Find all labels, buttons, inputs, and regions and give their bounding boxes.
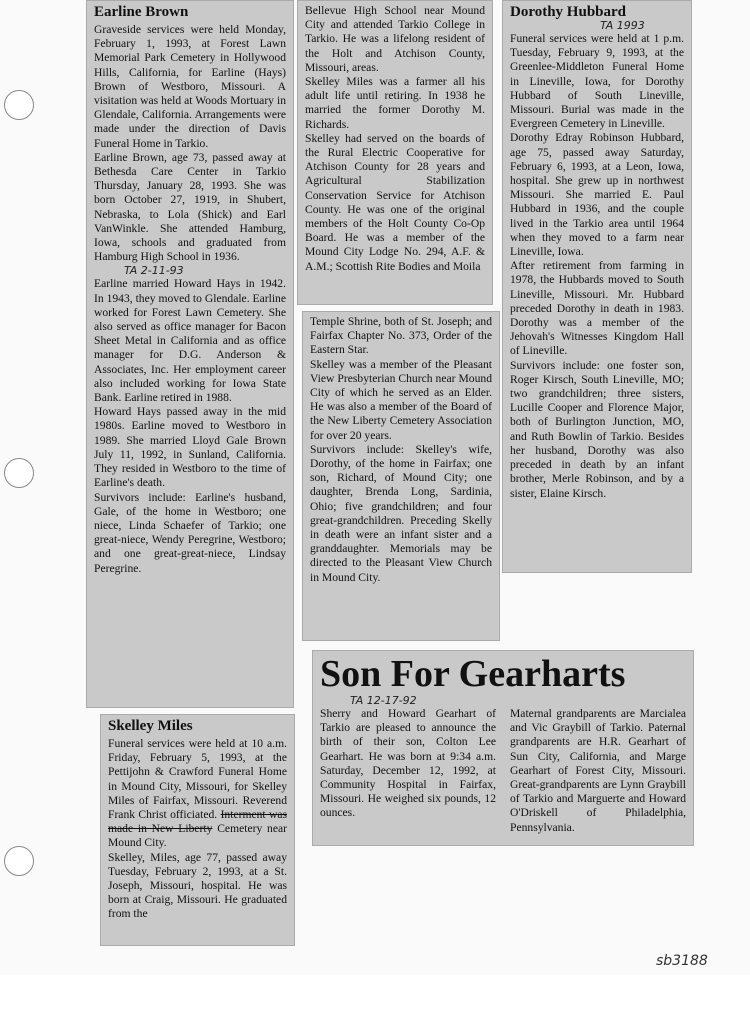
announcement-columns bbox=[320, 707, 686, 835]
binder-hole bbox=[4, 90, 34, 120]
obituary-paragraph: Skelley had served on the boards of the Rural Electric Cooperative for Atchison County for 28 years and Agricultural Stabilization Conservation Service for Atchison County. He was one of the original members of the Holt County Co-Op Board. He was a member of the Mound City Lodge No. 294, A.F. & A.M.; Scottish Rite Bodies and Moila bbox=[305, 131, 485, 273]
obituary-paragraph: Temple Shrine, both of St. Joseph; and Fairfax Chapter No. 373, Order of the Eastern Star. bbox=[310, 315, 492, 357]
obituary-paragraph: Graveside services were held Monday, February 1, 1993, at Forest Lawn Memorial Park Cemetery in Hollywood Hills, California, for Earline (Hays) Brown of Westboro, Missouri. A visitation was held at Woods Mortuary in Glendale, California. Arrangements were made under the direction of Davis Funeral Home in Tarkio. bbox=[94, 23, 286, 150]
gearhart-birth-clipping bbox=[312, 650, 694, 846]
archive-reference-number: sb3188 bbox=[656, 953, 708, 969]
handwritten-note: TA 2-11-93 bbox=[124, 264, 184, 278]
obituary-title: Earline Brown bbox=[94, 4, 189, 20]
obituary-paragraph: Dorothy Edray Robinson Hubbard, age 75, passed away Saturday, February 6, 1993, at a Leon, Iowa, hospital. She grew up in northwest Missouri. She married E. Paul Hubbard in 1936, and the couple lived in the Tarkio area until 1964 when they moved to a farm near Lineville, Iowa. bbox=[510, 131, 684, 259]
earline-brown-clipping bbox=[86, 0, 294, 708]
obituary-paragraph: Survivors include: one foster son, Roger Kirsch, South Lineville, MO; two grandchildren; three sisters, Lucille Cooper and Florence Major, both of Burlington Junction, MO, and Ruth Bowlin of Tarkio. Besides her husband, Dorothy was also preceded in death by an infant brother, Merle Robinson, and by a sister, Elaine Kirsch. bbox=[510, 358, 684, 500]
announcement-title: Son For Gearharts bbox=[320, 653, 626, 695]
skelley-miles-clipping-continued bbox=[302, 311, 500, 641]
dorothy-hubbard-clipping bbox=[502, 0, 692, 573]
text-run: Cemetery near Mound City. bbox=[108, 822, 287, 850]
announcement-paragraph: Sherry and Howard Gearhart of Tarkio are pleased to announce the birth of their son, Colton Lee Gearhart. He was born at 9:34 a.m. Saturday, December 12, 1992, at Community Hospital in Fairfax, Missouri. He weighed six pounds, 12 ounces. bbox=[320, 707, 496, 820]
obituary-paragraph: Bellevue High School near Mound City and attended Tarkio College in Tarkio. He was a lifelong resident of the Holt and Atchison County, Missouri, areas. bbox=[305, 4, 485, 74]
binder-hole bbox=[4, 846, 34, 876]
announcement-paragraph: Maternal grandparents are Marcialea and Vic Graybill of Tarkio. Paternal grandparents are H.R. Gearhart of Sun City, California, and Marge Gearhart of Forest City, Missouri. Great-grandparents are Lynn Graybill of Tarkio and Marguerte and Howard O'Driskell of Philadelphia, Pennsylvania. bbox=[510, 707, 686, 834]
text-run: Funeral services were held at 10 a.m. Friday, February 5, 1993, at the Pettijohn & Crawford Funeral Home in Mound City, Missouri, for Skelley Miles of Fairfax, Missouri. Reverend Frank Christ officiated. bbox=[108, 737, 287, 822]
obituary-title: Dorothy Hubbard bbox=[510, 4, 627, 20]
obituary-paragraph: Skelley, Miles, age 77, passed away Tuesday, February 2, 1993, at a St. Joseph, Missouri, hospital. He was born at Craig, Missouri. He graduated from the bbox=[108, 850, 287, 921]
obituary-paragraph: Survivors include: Skelley's wife, Dorothy, of the home in Fairfax; one son, Richard, of Mound City; one daughter, Brenda Long, Sardinia, Ohio; five grandchildren; and four great-grandchildren. Preceding Skelly in death were an infant sister and a granddaughter. Memorials may be directed to the Pleasant View Church in Mound City. bbox=[310, 442, 492, 584]
handwritten-note: TA 12-17-92 bbox=[350, 694, 417, 707]
obituary-paragraph: Skelley was a member of the Pleasant View Presbyterian Church near Mound City of which he served as an Elder. He was also a member of the Board of the New Liberty Cemetery Association for over 20 years. bbox=[310, 357, 492, 442]
obituary-paragraph bbox=[108, 737, 287, 851]
obituary-paragraph: Skelley Miles was a farmer all his adult life until retiring. In 1938 he married the former Dorothy M. Richards. bbox=[305, 75, 485, 131]
handwritten-note: TA 1993 bbox=[600, 19, 645, 32]
skelley-miles-clipping bbox=[100, 714, 295, 946]
obituary-paragraph: After retirement from farming in 1978, the Hubbards moved to South Lineville, Missouri. Mr. Hubbard preceded Dorothy in death in 1983. Dorothy was a member of the Jehovah's Witnesses Kingdom Hall of Lineville. bbox=[510, 259, 684, 358]
obituary-paragraph: Earline Brown, age 73, passed away at Bethesda Care Center in Tarkio Thursday, January 28, 1993. She was born October 27, 1919, in Shubert, Nebraska, to Lola (Shick) and Earl VanWinkle. She attended Hamburg, Iowa, schools and graduated from Hamburg High School in 1936. bbox=[94, 150, 286, 264]
struck-text: Interment was made in New Liberty bbox=[108, 808, 288, 836]
obituary-paragraph: Howard Hays passed away in the mid 1980s. Earline moved to Westboro in 1989. She married Lloyd Gale Brown July 11, 1992, in Sunland, California. They resided in Westboro to the time of Earline's death. bbox=[94, 405, 286, 490]
obituary-title: Skelley Miles bbox=[108, 718, 193, 734]
obituary-paragraph: Earline married Howard Hays in 1942. In 1943, they moved to Glendale. Earline worked for Forest Lawn Cemetery. She also served as office manager for Bacon Sheet Metal in California and as office manager for D.G. Anderson & Associates, Inc. Her employment career also included working for Iowa State Bank. Earline retired in 1988. bbox=[94, 277, 286, 405]
skelley-miles-clipping-continued bbox=[297, 0, 493, 305]
binder-hole bbox=[4, 458, 34, 488]
obituary-paragraph: Funeral services were held at 1 p.m. Tuesday, February 9, 1993, at the Greenlee-Middleton Funeral Home in Lineville, Iowa, for Dorothy Hubbard of South Lineville, Missouri. Burial was made in the Evergreen Cemetery in Lineville. bbox=[510, 32, 684, 131]
obituary-paragraph: Survivors include: Earline's husband, Gale, of the home in Westboro; one niece, Linda Schaefer of Tarkio; one great-niece, Wendy Peregrine, Westboro; and one great-great-niece, Lindsay Peregrine. bbox=[94, 490, 286, 575]
